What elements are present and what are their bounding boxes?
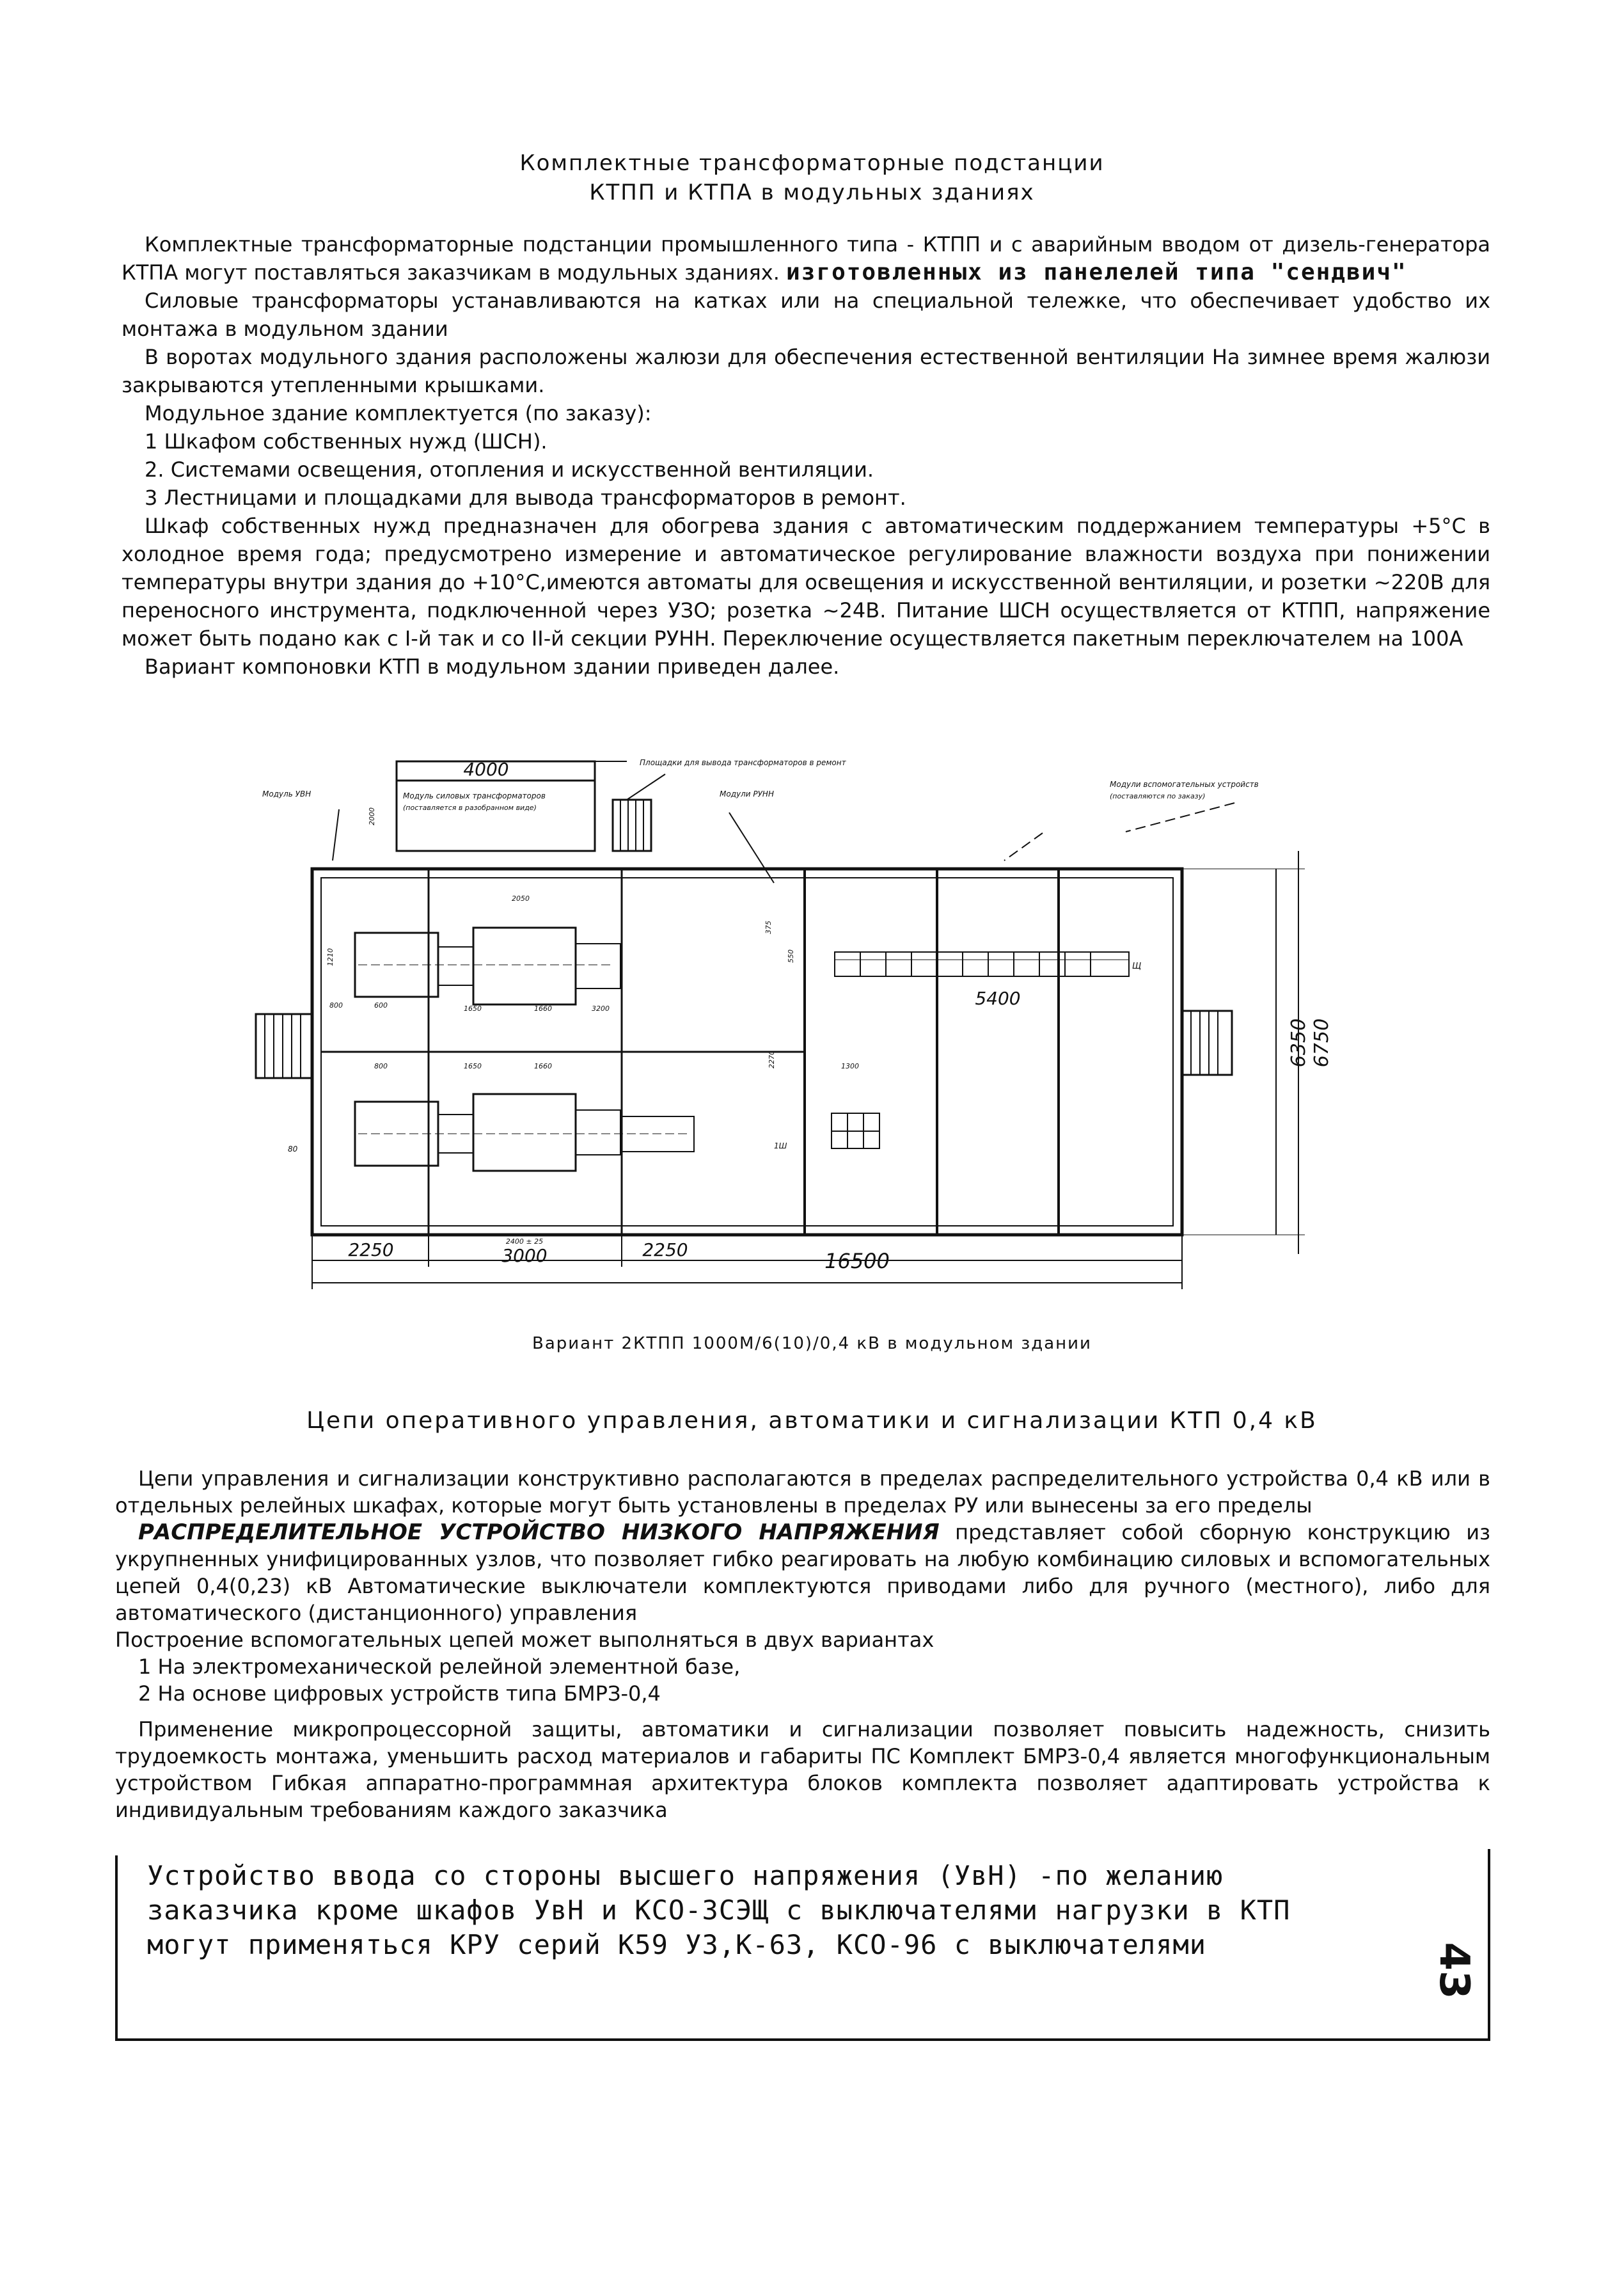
section-heading: Цепи оперативного управления, автоматики и сигнализации КТП 0,4 кВ	[306, 1408, 1318, 1434]
paragraph-variants: Построение вспомогательных цепей может выполняться в двух вариантах	[115, 1628, 934, 1652]
dim-1650-top: 1650	[464, 1004, 482, 1013]
dim-1300: 1300	[841, 1062, 859, 1070]
dim-2250-right: 2250	[642, 1239, 688, 1260]
title-line-1: Комплектные трансформаторные подстанции	[519, 150, 1105, 176]
label-platforms: Площадки для вывода трансформаторов в ремонт	[640, 758, 846, 767]
dim-1650-bottom: 1650	[464, 1062, 482, 1070]
list-item-3: 3 Лестницами и площадками для вывода трансформаторов в ремонт.	[145, 486, 906, 510]
control-circuits-section	[115, 1465, 1490, 1823]
dim-3000: 3000	[501, 1245, 548, 1266]
paragraph-circuits: Цепи управления и сигнализации конструктивно располагаются в пределах распределительного устройства 0,4 кВ или в отдельных релейных шкафах, которые могут быть установлены в пределах РУ или вынесены за его пределы	[115, 1466, 1490, 1518]
dim-2000: 2000	[368, 807, 376, 825]
paragraph-equipment: Модульное здание комплектуется (по заказу):	[145, 401, 652, 425]
closing-line-2: заказчика кроме шкафов УвН и КСО-3СЭЩ с выключателями нагрузки в КТП	[147, 1894, 1291, 1926]
page-title	[0, 148, 1624, 207]
dim-2250-left: 2250	[348, 1239, 394, 1260]
label-module-runn: Модули РУНН	[720, 790, 774, 798]
intro-paragraph	[122, 230, 1490, 287]
label-module-uvn: Модуль УВН	[262, 790, 311, 798]
label-shch: Щ	[1132, 962, 1142, 971]
dim-1660-bottom: 1660	[534, 1062, 552, 1070]
dim-1210: 1210	[326, 948, 335, 966]
variant-item-1: 1 На электромеханической релейной элементной базе,	[138, 1655, 741, 1679]
title-line-2: КТПП и КТПА в модульных зданиях	[589, 180, 1035, 205]
stair-top	[613, 800, 651, 851]
dim-4000: 4000	[463, 759, 509, 780]
list-item-2: 2. Системами освещения, отопления и искусственной вентиляции.	[145, 457, 874, 482]
intro-section	[122, 230, 1490, 681]
frame-bottom-line	[115, 2038, 1490, 2041]
closing-line-1: Устройство ввода со стороны высшего напряжения (УвН) -по желанию	[147, 1860, 1224, 1891]
dim-800-bottom: 800	[374, 1062, 388, 1070]
dim-375: 375	[764, 921, 773, 934]
runn-cabinets	[835, 952, 1129, 976]
dim-2400: 2400 ± 25	[505, 1237, 544, 1246]
label-1sh: 1Ш	[774, 1141, 787, 1150]
dim-600: 600	[374, 1001, 388, 1010]
runn-heading: РАСПРЕДЕЛИТЕЛЬНОЕ УСТРОЙСТВО НИЗКОГО НАПРЯЖЕНИЯ	[138, 1520, 940, 1545]
paragraph-louvres: В воротах модульного здания расположены жалюзи для обеспечения естественной вентиляции На зимнее время жалюзи закрываются утепленными крышками.	[122, 345, 1490, 397]
dim-80: 80	[288, 1145, 298, 1154]
paragraph-bmrz: Применение микропроцессорной защиты, автоматики и сигнализации позволяет повысить надежность, снизить трудоемкость монтажа, уменьшить расход материалов и габариты ПС Комплект БМРЗ-0,4 является многофункциональным устройством Гибкая аппаратно-программная архитектура блоков комплекта позволяет адаптировать устройства к индивидуальным требованиям каждого заказчика	[115, 1717, 1490, 1822]
dim-6750: 6750	[1311, 1018, 1333, 1068]
paragraph-variant: Вариант компоновки КТП в модульном здании приведен далее.	[145, 655, 840, 679]
runn-text: представляет собой сборную конструкцию из укрупненных унифицированных узлов, что позволяет гибко реагировать на любую комбинацию силовых и вспомогательных цепей 0,4(0,23) кВ Автоматические выключатели комплектуются приводами либо для ручного (местного), либо для автоматического (дистанционного) управления	[115, 1520, 1490, 1625]
paragraph-shsn: Шкаф собственных нужд предназначен для обогрева здания с автоматическим поддержанием температуры +5°С в холодное время года; предусмотрено измерение и автоматическое регулирование влажности воздуха при понижении температуры внутри здания до +10°С,имеются автоматы для освещения и искусственной вентиляции, и розетки ~220В для переносного инструмента, подключенной через УЗО; розетка ~24В. Питание ШСН осуществляется от КТПП, напряжение может быть подано как с I-й так и со II-й секции РУНН. Переключение осуществляется пакетным переключателем на 100А	[122, 514, 1490, 651]
paragraph-transformers: Силовые трансформаторы устанавливаются на катках или на специальной тележке, что обеспечивает удобство их монтажа в модульном здании	[122, 289, 1490, 341]
closing-typed-text	[147, 1859, 1452, 1962]
dim-3200: 3200	[592, 1004, 610, 1013]
dim-2050: 2050	[512, 894, 530, 903]
dim-2270: 2270	[768, 1051, 776, 1068]
dim-6350: 6350	[1288, 1018, 1310, 1068]
label-module-transformers: Модуль силовых трансформаторов	[403, 791, 546, 800]
list-item-1: 1 Шкафом собственных нужд (ШСН).	[145, 429, 548, 454]
label-module-transformers-note: (поставляется в разобранном виде)	[403, 804, 537, 812]
dim-550: 550	[787, 949, 795, 963]
drawing-caption: Вариант 2КТПП 1000М/6(10)/0,4 кВ в модульном здании	[532, 1334, 1092, 1353]
dim-1660-top: 1660	[534, 1004, 552, 1013]
frame-right-line	[1488, 1849, 1490, 2041]
paragraph-runn	[115, 1519, 1490, 1626]
typed-insert: изготовленных из панелелей типа "сендвич"	[786, 259, 1407, 285]
dim-5400: 5400	[975, 988, 1021, 1009]
layout-drawing	[243, 749, 1333, 1292]
closing-line-3: могут применяться КРУ серий К59 УЗ,К-63, КСО-96 с выключателями	[147, 1929, 1207, 1960]
page-number: 43	[1430, 1942, 1478, 1999]
variant-item-2: 2 На основе цифровых устройств типа БМРЗ-0,4	[138, 1681, 661, 1706]
label-module-aux-note: (поставляются по заказу)	[1110, 792, 1206, 800]
frame-left-line	[115, 1855, 118, 2041]
dim-800-top: 800	[329, 1001, 343, 1010]
intro-text: Комплектные трансформаторные подстанции промышленного типа - КТПП и с аварийным вводом от дизель-генератора КТПА могут поставляться заказчикам в модульных зданиях.	[122, 232, 1490, 285]
label-module-aux: Модули вспомогательных устройств	[1110, 780, 1259, 789]
dim-16500: 16500	[824, 1249, 890, 1273]
stair-right	[1182, 1011, 1232, 1075]
